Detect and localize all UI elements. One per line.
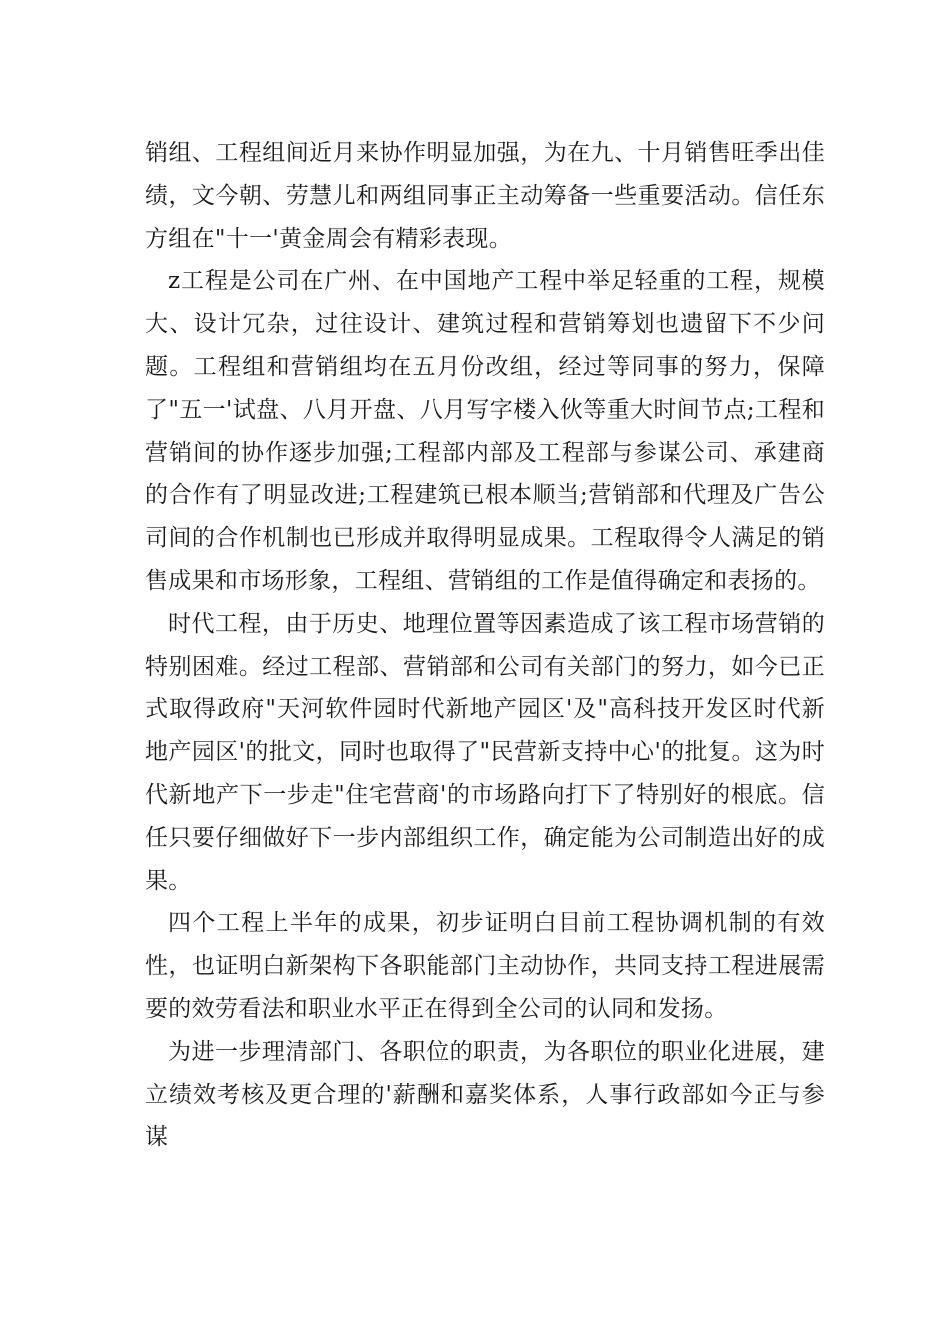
document-body [145, 132, 825, 1159]
paragraph-era-project: 时代工程，由于历史、地理位置等因素造成了该工程市场营销的特别困难。经过工程部、营销部和公司有关部门的努力，如今已正式取得政府"天河软件园时代新地产园区'及"高科技开发区时代新地产园区'的批文，同时也取得了"民营新支持中心'的批复。这为时代新地产下一步走"住宅营商'的市场路向打下了特别好的根底。信任只要仔细做好下一步内部组织工作，确定能为公司制造出好的成果。 [145, 610, 825, 894]
paragraph-z-project: z工程是公司在广州、在中国地产工程中举足轻重的工程，规模大、设计冗杂，过往设计、建筑过程和营销筹划也遗留下不少问题。工程组和营销组均在五月份改组，经过等同事的努力，保障了"五一'试盘、八月开盘、八月写字楼入伙等重大时间节点;工程和营销间的协作逐步加强;工程部内部及工程部与参谋公司、承建商的合作有了明显改进;工程建筑已根本顺当;营销部和代理及广告公司间的合作机制也已形成并取得明显成果。工程取得令人满足的销售成果和市场形象，工程组、营销组的工作是值得确定和表扬的。 [145, 268, 825, 594]
paragraph-continuation: 销组、工程组间近月来协作明显加强，为在九、十月销售旺季出佳绩，文今朝、劳慧儿和两组同事正主动筹备一些重要活动。信任东方组在"十一'黄金周会有精彩表现。 [145, 140, 825, 252]
paragraph-four-projects: 四个工程上半年的成果，初步证明白目前工程协调机制的有效性，也证明白新架构下各职能部门主动协作，共同支持工程进展需要的效劳看法和职业水平正在得到全公司的认同和发扬。 [145, 910, 825, 1022]
paragraph-hr-department: 为进一步理清部门、各职位的职责，为各职位的职业化进展，建立绩效考核及更合理的'薪酬和嘉奖体系，人事行政部如今正与参谋 [145, 1038, 825, 1151]
